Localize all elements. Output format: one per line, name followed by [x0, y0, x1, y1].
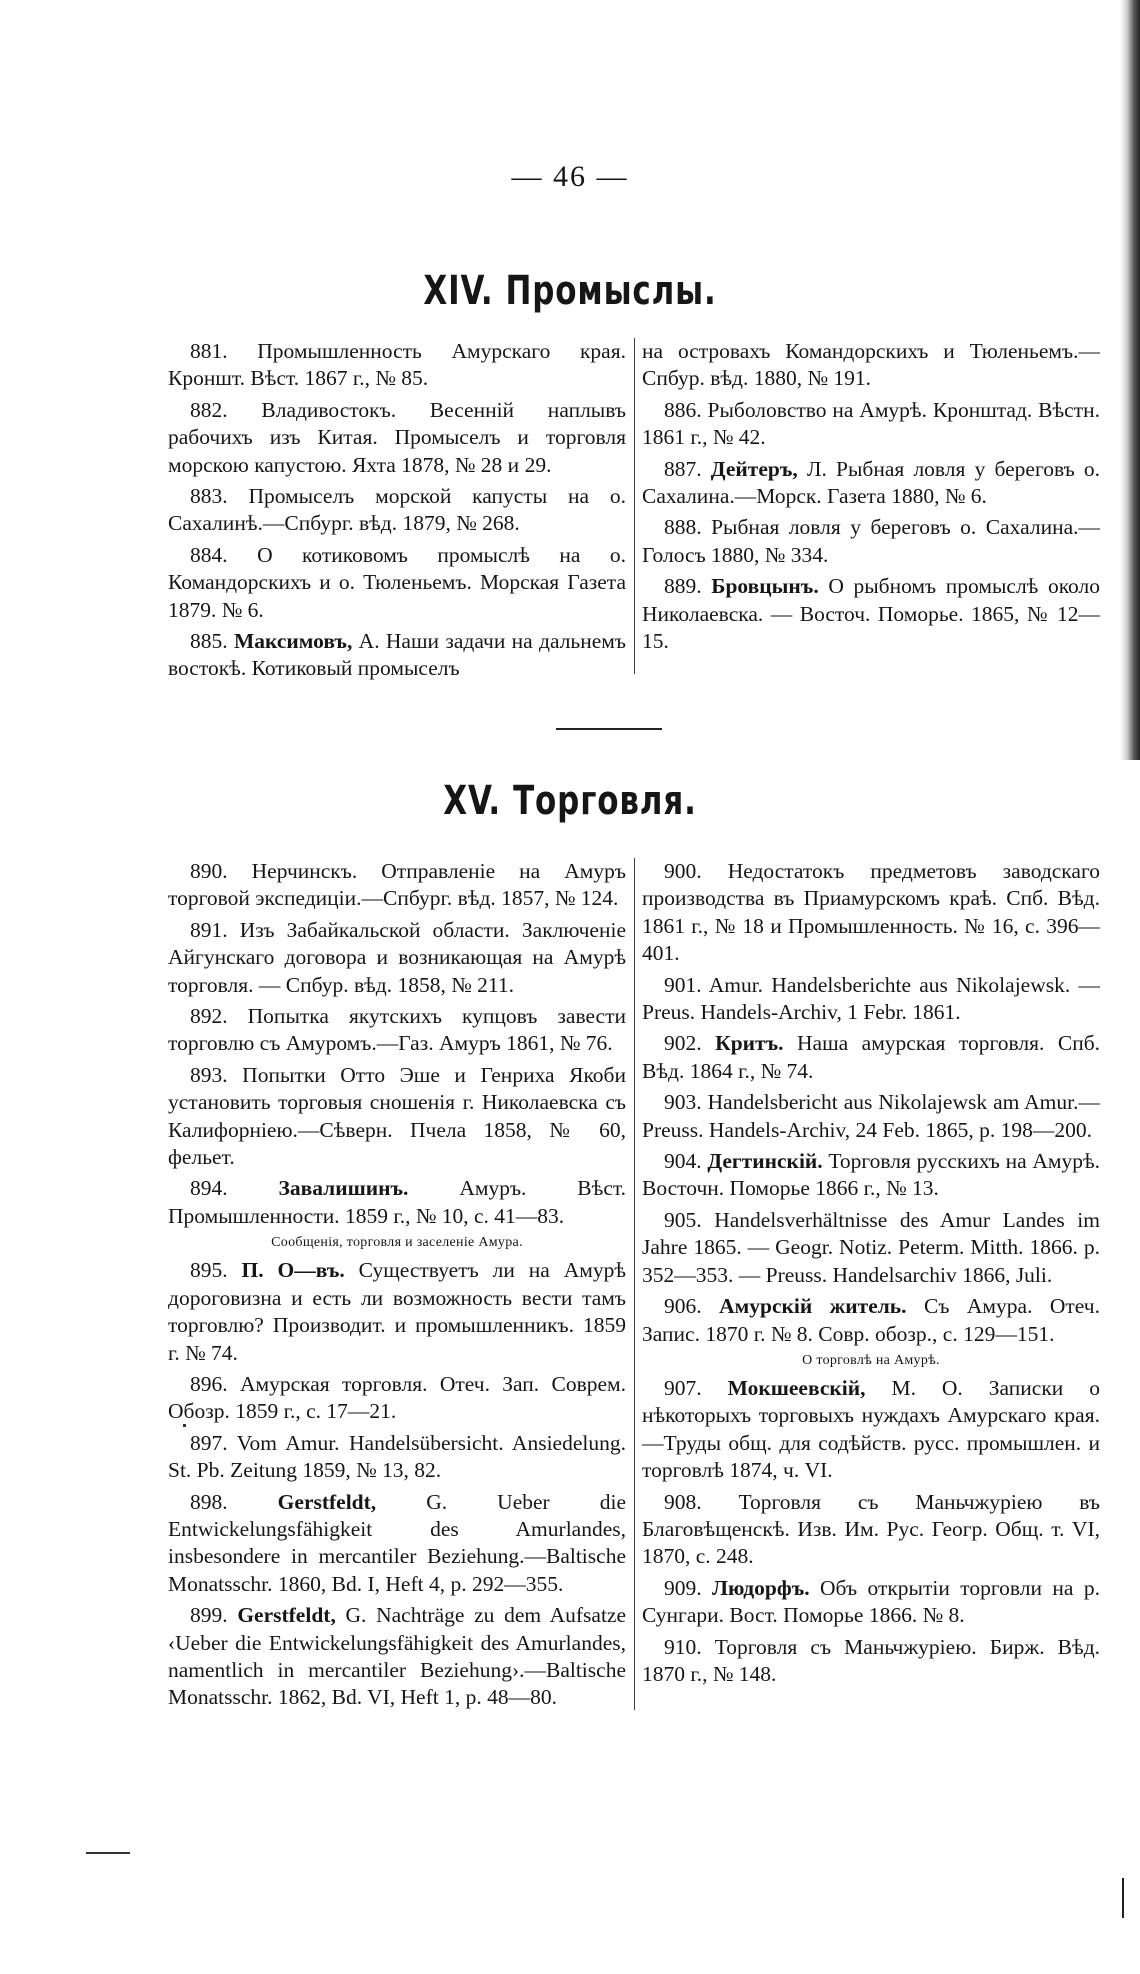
- entry-text: Handelsbericht aus Nikolajewsk am Amur.—Preuss. Handels-Archiv, 24 Feb. 1865, p. 198—200.: [642, 1090, 1100, 1142]
- entry-number: 888.: [664, 515, 702, 540]
- right-column: [642, 858, 1100, 1692]
- entry-number: 883.: [190, 484, 228, 509]
- bibliography-entry: [642, 1089, 1100, 1144]
- entry-number: 895.: [190, 1258, 228, 1283]
- bibliography-entry: [168, 628, 626, 683]
- entry-number: 887.: [664, 456, 702, 481]
- section-numeral: XIV.: [423, 268, 494, 314]
- entry-text: Попытка якутскихъ купцовъ завести торговлю съ Амуромъ.—Газ. Амуръ 1861, № 76.: [168, 1004, 626, 1056]
- entry-number: 897.: [190, 1430, 228, 1455]
- entry-number: 905.: [664, 1207, 702, 1232]
- entry-number: 908.: [664, 1489, 702, 1514]
- section-rule: [556, 728, 662, 730]
- bibliography-entry: [642, 573, 1100, 655]
- entry-number: 898.: [190, 1489, 228, 1514]
- bibliography-entry: [168, 1175, 626, 1230]
- entry-number: 891.: [190, 917, 228, 942]
- entry-note: Сообщенія, торговля и заселеніе Амура.: [271, 1235, 523, 1251]
- entry-number: 907.: [664, 1375, 702, 1400]
- bibliography-entry: [642, 1030, 1100, 1085]
- page-number: — 46 —: [511, 160, 629, 193]
- bibliography-entry: [642, 1634, 1100, 1689]
- entry-text: М. О. Записки о нѣкоторыхъ торговыхъ нуждахъ Амурскаго края.—Труды общ. для содѣйств. русс. промышлен. и торговлѣ 1874, ч. VI.: [642, 1375, 1100, 1483]
- scan-mark: [1122, 1878, 1124, 1918]
- entry-text: О котиковомъ промыслѣ на о. Командорскихъ и о. Тюленьемъ. Морская Газета 1879. № 6.: [168, 542, 626, 622]
- entry-author: Gerstfeldt,: [277, 1489, 377, 1514]
- entry-number: 889.: [664, 574, 702, 599]
- entry-author: Мокшеевскій,: [727, 1375, 866, 1400]
- left-column: [168, 858, 626, 1716]
- bibliography-entry: [642, 1148, 1100, 1203]
- bibliography-entry: [168, 1430, 626, 1485]
- section-title: Торговля.: [513, 778, 697, 824]
- entry-text: Промыселъ морской капусты на о. Сахалинѣ.—Спбург. вѣд. 1879, № 268.: [168, 484, 626, 536]
- entry-text: Попытки Отто Эше и Генриха Якоби установить торговыя сношенія г. Николаевска съ Калифорніею.—Сѣверн. Пчела 1858, № 60, фельет.: [168, 1062, 627, 1170]
- bibliography-entry: [168, 1003, 626, 1058]
- bibliography-entry: [642, 1575, 1100, 1630]
- bibliography-entry: [168, 1257, 626, 1367]
- entry-text: Съ Амура. Отеч. Запис. 1870 г. № 8. Совр. обозр., с. 129—151.: [642, 1294, 1100, 1346]
- bibliography-entry: [168, 542, 626, 624]
- bibliography-entry: [642, 514, 1100, 569]
- bibliography-entry: [168, 1371, 626, 1426]
- bibliography-entry: [168, 1062, 626, 1172]
- entry-number: 892.: [190, 1004, 228, 1029]
- entry-text: Торговля съ Маньчжуріею. Бирж. Вѣд. 1870 г., № 148.: [642, 1634, 1101, 1686]
- entry-author: Людорфъ.: [712, 1575, 810, 1600]
- bibliography-entry: [168, 483, 626, 538]
- entry-author: Максимовъ,: [233, 629, 353, 654]
- bibliography-entry: [168, 1489, 626, 1599]
- entry-text: Объ открытіи торговли на р. Сунгари. Вост. Поморье 1866. № 8.: [642, 1575, 1100, 1628]
- entry-author: П. О—въ.: [241, 1258, 345, 1283]
- entry-text: Промышленность Амурскаго края. Кроншт. Вѣст. 1867 г., № 85.: [168, 339, 626, 391]
- entry-text: Наша амурская торговля. Спб. Вѣд. 1864 г., № 74.: [642, 1031, 1101, 1083]
- entry-number: 901.: [664, 972, 702, 997]
- bibliography-entry: [642, 456, 1100, 511]
- entry-text: G. Ueber die Entwickelungsfähigkeit des Amurlandes, insbesondere in mercantiler Beziehung.—Baltische Monatsschr. 1860, Bd. I, Heft 4, p. 292—355.: [168, 1489, 627, 1596]
- entry-text: Недостатокъ предметовъ заводскаго производства въ Приамурскомъ краѣ. Спб. Вѣд. 1861 г., № 18 и Промышленность. № 16, с. 396—401.: [642, 859, 1101, 966]
- entry-text: Амурская торговля. Отеч. Зап. Соврем. Обозр. 1859 г., с. 17—21.: [168, 1371, 627, 1424]
- entry-number: 910.: [664, 1634, 702, 1659]
- bibliography-entry: [168, 338, 626, 393]
- margin-mark: [183, 1424, 186, 1427]
- column-divider: [634, 338, 635, 674]
- entry-number: 886.: [664, 397, 702, 422]
- entry-number: 893.: [190, 1062, 228, 1087]
- bibliography-entry: [642, 972, 1100, 1027]
- bibliography-entry: [642, 1489, 1100, 1571]
- entry-text: Владивостокъ. Весенній наплывъ рабочихъ изъ Китая. Промыселъ и торговля морскою капустою. Яхта 1878, № 28 и 29.: [168, 397, 626, 477]
- section-title: Промыслы.: [505, 268, 717, 314]
- right-column: [642, 338, 1100, 659]
- entry-text: G. Nachträge zu dem Aufsatze ‹Ueber die Entwickelungsfähigkeit des Amurlandes, namentlich in mercantiler Beziehung›.—Baltische Monatsschr. 1862, Bd. VI, Heft 1, p. 48—80.: [168, 1603, 627, 1710]
- entry-text: Амуръ. Вѣст. Промышленности. 1859 г., № 10, с. 41—83.: [168, 1176, 627, 1228]
- entry-number: 882.: [190, 397, 228, 422]
- entry-number: 906.: [664, 1294, 702, 1319]
- entry-text: Изъ Забайкальской области. Заключеніе Айгунскаго договора и возникающая на Амурѣ торговля. — Спбур. вѣд. 1858, № 211.: [168, 917, 627, 997]
- entry-author: Завалишинъ.: [278, 1176, 409, 1201]
- bibliography-entry: [168, 858, 626, 913]
- scan-edge-shadow: [1120, 0, 1140, 760]
- entry-text: Amur. Handelsberichte aus Nikolajewsk. — Preus. Handels-Archiv, 1 Febr. 1861.: [642, 972, 1100, 1025]
- entry-text: Рыбная ловля у береговъ о. Сахалина.—Голосъ 1880, № 334.: [642, 515, 1101, 567]
- entry-number: 902.: [664, 1031, 702, 1056]
- entry-text: Vom Amur. Handelsübersicht. Ansiedelung. St. Pb. Zeitung 1859, № 13, 82.: [168, 1430, 626, 1483]
- bibliography-entry: [168, 397, 626, 479]
- bibliography-entry: [168, 917, 626, 999]
- entry-note: О торговлѣ на Амурѣ.: [802, 1352, 940, 1368]
- section-heading-xv: [80, 778, 1060, 824]
- section-numeral: XV.: [443, 778, 502, 824]
- entry-author: Дегтинскій.: [707, 1149, 823, 1174]
- entry-text: О рыбномъ промыслѣ около Николаевска. — Восточ. Поморье. 1865, № 12—15.: [642, 574, 1101, 654]
- entry-number: 894.: [190, 1176, 228, 1201]
- bibliography-entry: [642, 397, 1100, 452]
- entry-author: Gerstfeldt,: [237, 1603, 336, 1628]
- section-heading-xiv: [80, 268, 1060, 314]
- entry-number: 904.: [664, 1149, 702, 1174]
- entry-text: Рыболовство на Амурѣ. Кронштад. Вѣстн. 1861 г., № 42.: [642, 397, 1100, 450]
- entry-number: 903.: [664, 1090, 702, 1115]
- continued-entry: на островахъ Командорскихъ и Тюленьемъ.—Спбур. вѣд. 1880, № 191.: [642, 339, 1100, 391]
- entry-number: 909.: [664, 1575, 702, 1600]
- entry-number: 900.: [664, 859, 702, 883]
- entry-text: Существуетъ ли на Амурѣ дороговизна и есть ли возможность вести тамъ торговлю? Производит. и промышленникъ. 1859 г. № 74.: [168, 1258, 627, 1365]
- entry-author: Бровцынъ.: [711, 574, 819, 599]
- entry-number: 896.: [190, 1371, 228, 1396]
- entry-author: Амурскій житель.: [719, 1294, 907, 1319]
- bibliography-entry: [642, 1375, 1100, 1485]
- entry-text: Торговля русскихъ на Амурѣ. Восточн. Поморье 1866 г., № 13.: [642, 1149, 1100, 1201]
- entry-author: Критъ.: [715, 1031, 784, 1056]
- entry-text: Торговля съ Маньчжуріею въ Благовѣщенскѣ. Изв. Им. Рус. Геогр. Общ. т. VI, 1870, с. 248.: [642, 1489, 1100, 1569]
- entry-text: А. Наши задачи на дальнемъ востокѣ. Котиковый промыселъ: [168, 629, 626, 681]
- entry-number: 890.: [190, 859, 228, 883]
- bibliography-entry: [642, 858, 1100, 968]
- bibliography-entry: [642, 1293, 1100, 1348]
- entry-text: Нерчинскъ. Отправленіе на Амуръ торговой экспедиціи.—Спбург. вѣд. 1857, № 124.: [168, 859, 626, 911]
- entry-text: Л. Рыбная ловля у береговъ о. Сахалина.—Морск. Газета 1880, № 6.: [642, 456, 1100, 509]
- entry-number: 884.: [190, 542, 228, 567]
- entry-author: Дейтеръ,: [710, 456, 798, 481]
- left-column: [168, 338, 626, 687]
- bibliography-entry: [642, 1207, 1100, 1289]
- bibliography-entry: [168, 1602, 626, 1712]
- entry-number: 881.: [190, 339, 228, 363]
- footnote-rule: [86, 1852, 130, 1854]
- entry-number: 885.: [190, 629, 228, 654]
- entry-text: Handelsverhältnisse des Amur Landes im Jahre 1865. — Geogr. Notiz. Peterm. Mitth. 1866. p. 352—353. — Preuss. Handelsarchiv 1866, Juli.: [642, 1207, 1100, 1287]
- entry-number: 899.: [190, 1603, 228, 1628]
- column-divider: [634, 858, 635, 1710]
